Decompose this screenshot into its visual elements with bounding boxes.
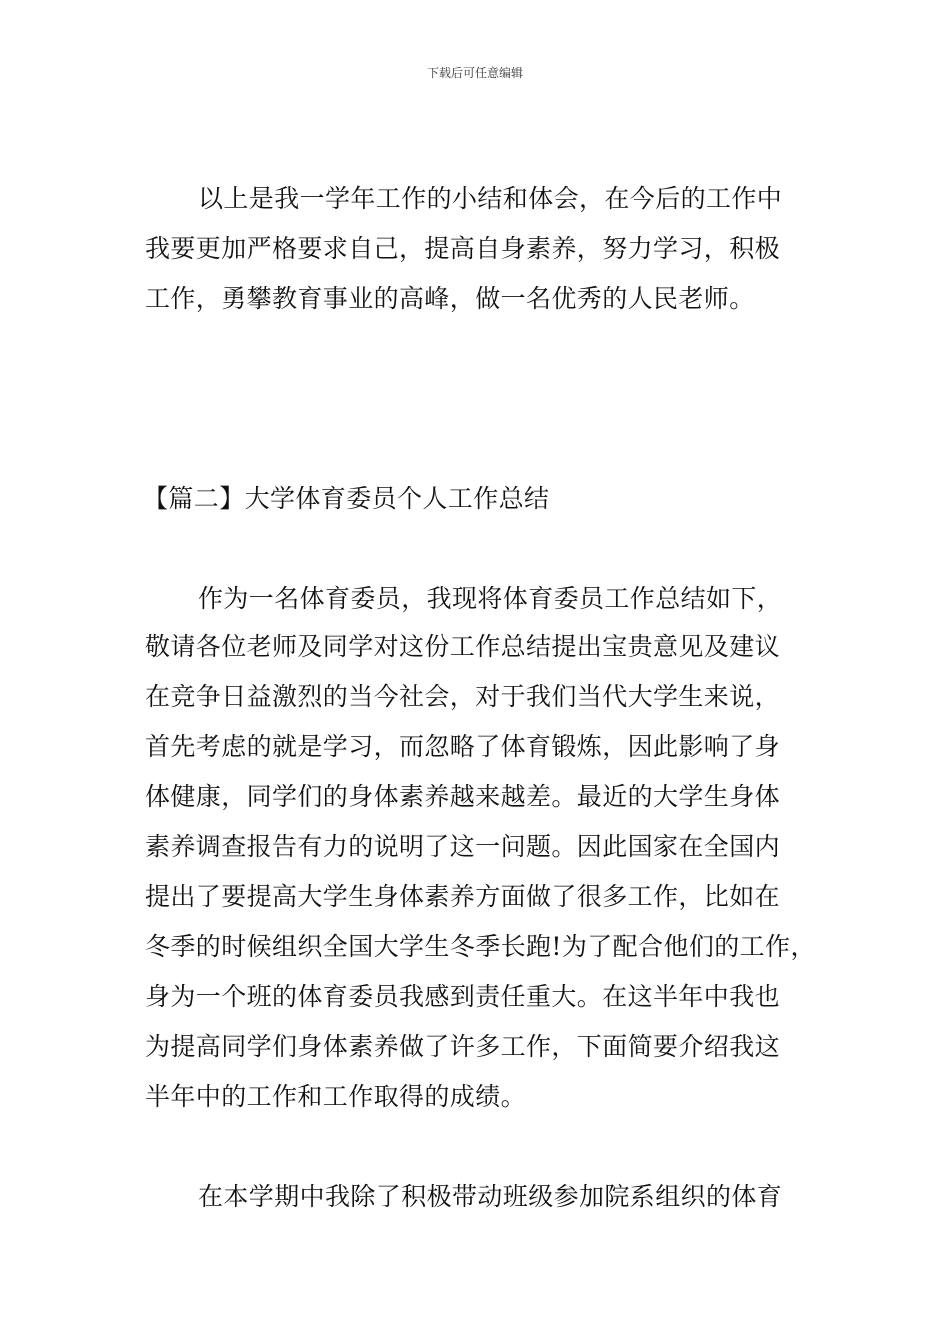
paragraph2-line-6: 素养调查报告有力的说明了这一问题。因此国家在全国内 bbox=[145, 832, 781, 861]
paragraph2-line-3: 在竞争日益激烈的当今社会，对于我们当代大学生来说， bbox=[145, 682, 781, 711]
paragraph2-line-8: 冬季的时候组织全国大学生冬季长跑!为了配合他们的工作， bbox=[145, 932, 816, 961]
paragraph2-line-4: 首先考虑的就是学习，而忽略了体育锻炼，因此影响了身 bbox=[145, 732, 781, 761]
paragraph1-line-3: 工作，勇攀教育事业的高峰，做一名优秀的人民老师。 bbox=[145, 284, 755, 313]
paragraph2-line-5: 体健康，同学们的身体素养越来越差。最近的大学生身体 bbox=[145, 782, 781, 811]
paragraph2-line-11: 半年中的工作和工作取得的成绩。 bbox=[145, 1082, 527, 1111]
paragraph1-line-1: 以上是我一学年工作的小结和体会，在今后的工作中 bbox=[198, 184, 783, 213]
paragraph1-line-2: 我要更加严格要求自己，提高自身素养，努力学习，积极 bbox=[145, 234, 781, 263]
section-heading: 【篇二】大学体育委员个人工作总结 bbox=[143, 484, 550, 513]
paragraph2-line-9: 身为一个班的体育委员我感到责任重大。在这半年中我也 bbox=[145, 982, 781, 1011]
paragraph2-line-10: 为提高同学们身体素养做了许多工作，下面简要介绍我这 bbox=[145, 1032, 781, 1061]
paragraph2-line-2: 敬请各位老师及同学对这份工作总结提出宝贵意见及建议 bbox=[145, 632, 781, 661]
paragraph2-line-1: 作为一名体育委员，我现将体育委员工作总结如下， bbox=[198, 584, 783, 613]
paragraph3-line-1: 在本学期中我除了积极带动班级参加院系组织的体育 bbox=[198, 1182, 783, 1211]
paragraph2-line-7: 提出了要提高大学生身体素养方面做了很多工作，比如在 bbox=[145, 882, 781, 911]
page-header-note: 下载后可任意编辑 bbox=[426, 66, 523, 80]
